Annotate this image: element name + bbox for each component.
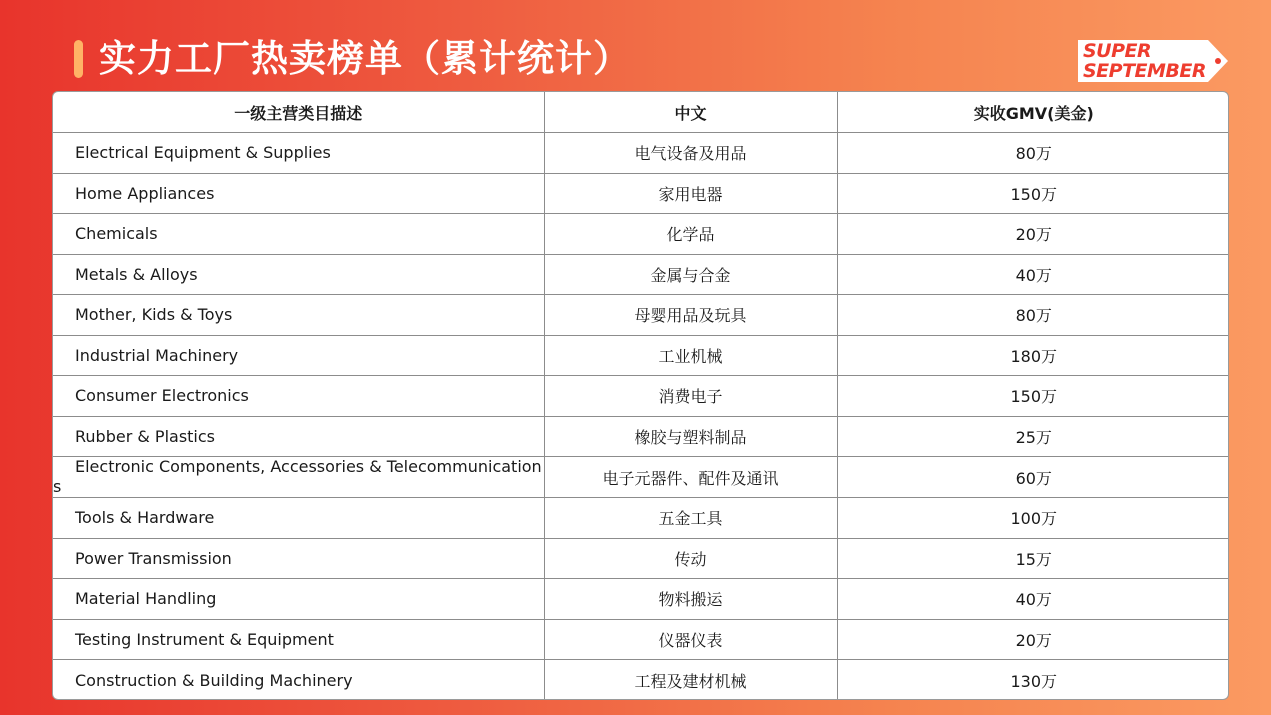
category-zh-cell: 电气设备及用品 (544, 133, 837, 174)
gmv-cell: 20万 (837, 214, 1229, 255)
category-en-cell: Tools & Hardware (53, 498, 544, 539)
category-en-cell: Power Transmission (53, 538, 544, 579)
logo-text (1083, 41, 1206, 81)
category-zh-cell: 物料搬运 (544, 579, 837, 620)
gmv-cell: 130万 (837, 660, 1229, 701)
table-row (53, 660, 1229, 701)
column-header-category: 一级主营类目描述 (53, 92, 544, 133)
table-header-row (53, 92, 1229, 133)
category-zh-cell: 仪器仪表 (544, 619, 837, 660)
category-en-cell: Mother, Kids & Toys (53, 295, 544, 336)
column-header-gmv: 实收GMV(美金) (837, 92, 1229, 133)
category-zh-cell: 工业机械 (544, 335, 837, 376)
table-row (53, 579, 1229, 620)
category-zh-cell: 消费电子 (544, 376, 837, 417)
column-header-chinese: 中文 (544, 92, 837, 133)
gmv-cell: 100万 (837, 498, 1229, 539)
category-zh-cell: 母婴用品及玩具 (544, 295, 837, 336)
table-row (53, 498, 1229, 539)
category-zh-cell: 工程及建材机械 (544, 660, 837, 701)
category-en-cell: Chemicals (53, 214, 544, 255)
table-row (53, 254, 1229, 295)
gmv-cell: 60万 (837, 457, 1229, 498)
gmv-cell: 180万 (837, 335, 1229, 376)
logo-line-september: SEPTEMBER (1083, 60, 1207, 82)
table-row (53, 295, 1229, 336)
gmv-ranking-table (52, 91, 1229, 700)
category-en-cell: Material Handling (53, 579, 544, 620)
category-en-cell: Home Appliances (53, 173, 544, 214)
data-table (53, 92, 1229, 700)
category-zh-cell: 化学品 (544, 214, 837, 255)
gmv-cell: 80万 (837, 133, 1229, 174)
gmv-cell: 150万 (837, 376, 1229, 417)
category-en-cell: Electronic Components, Accessories & Telecommunications (53, 457, 544, 498)
table-row (53, 376, 1229, 417)
category-en-cell: Metals & Alloys (53, 254, 544, 295)
category-zh-cell: 家用电器 (544, 173, 837, 214)
category-en-cell: Electrical Equipment & Supplies (53, 133, 544, 174)
gmv-cell: 25万 (837, 416, 1229, 457)
table-row (53, 457, 1229, 498)
gmv-cell: 20万 (837, 619, 1229, 660)
gmv-cell: 15万 (837, 538, 1229, 579)
category-en-cell: Consumer Electronics (53, 376, 544, 417)
category-zh-cell: 金属与合金 (544, 254, 837, 295)
table-row (53, 173, 1229, 214)
super-september-logo (1078, 38, 1228, 84)
gmv-cell: 150万 (837, 173, 1229, 214)
gmv-cell: 40万 (837, 579, 1229, 620)
category-en-cell: Construction & Building Machinery (53, 660, 544, 701)
category-zh-cell: 电子元器件、配件及通讯 (544, 457, 837, 498)
category-en-cell: Testing Instrument & Equipment (53, 619, 544, 660)
table-row (53, 416, 1229, 457)
category-zh-cell: 橡胶与塑料制品 (544, 416, 837, 457)
page-title: 实力工厂热卖榜单（累计统计） (99, 37, 631, 80)
table-row (53, 335, 1229, 376)
gmv-cell: 40万 (837, 254, 1229, 295)
logo-line-super: SUPER (1083, 40, 1152, 62)
category-zh-cell: 五金工具 (544, 498, 837, 539)
category-en-cell: Industrial Machinery (53, 335, 544, 376)
table-row (53, 619, 1229, 660)
table-row (53, 133, 1229, 174)
title-accent-bar (74, 40, 83, 78)
category-zh-cell: 传动 (544, 538, 837, 579)
category-en-cell: Rubber & Plastics (53, 416, 544, 457)
table-row (53, 538, 1229, 579)
table-row (53, 214, 1229, 255)
gmv-cell: 80万 (837, 295, 1229, 336)
